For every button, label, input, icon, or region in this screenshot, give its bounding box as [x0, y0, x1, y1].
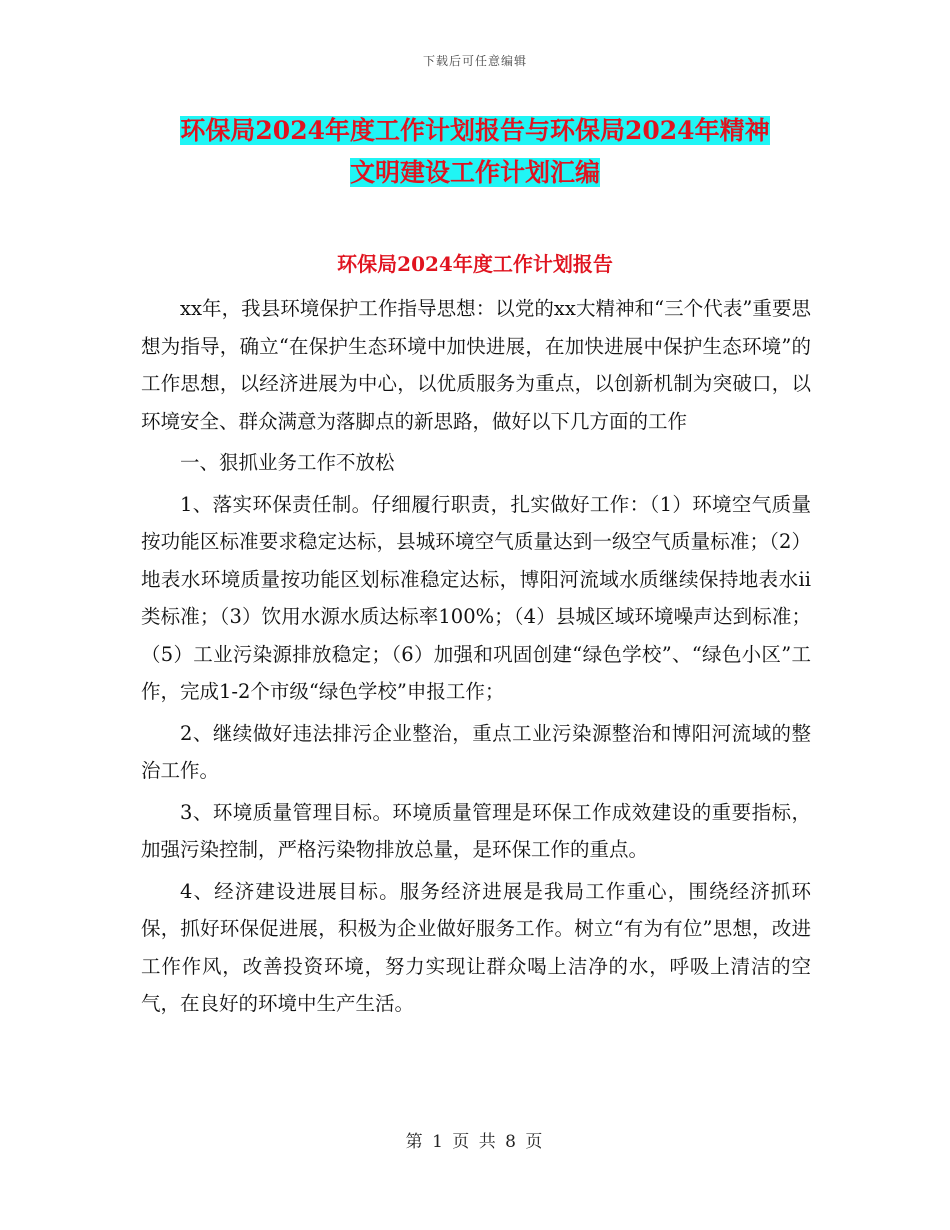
- section-title: 环保局2024年度工作计划报告: [337, 252, 613, 276]
- paragraph: 3、环境质量管理目标。环境质量管理是环保工作成效建设的重要指标，加强污染控制，严格污染物排放总量，是环保工作的重点。: [141, 800, 811, 861]
- paragraph: 4、经济建设进展目标。服务经济进展是我局工作重心，围绕经济抓环保，抓好环保促进展，积极为企业做好服务工作。树立“有为有位”思想，改进工作作风，改善投资环境，努力实现让群众喝上洁净的水，呼吸上清洁的空气，在良好的环境中生产生活。: [141, 879, 811, 1015]
- document-title: [140, 110, 810, 194]
- document-title-line-1: 环保局2024年度工作计划报告与环保局2024年精神: [180, 116, 770, 145]
- paragraph: 一、狠抓业务工作不放松: [180, 451, 395, 474]
- page-footer: 第 1 页 共 8 页: [405, 1132, 545, 1152]
- paragraph: 2、继续做好违法排污企业整治，重点工业污染源整治和博阳河流域的整治工作。: [141, 721, 811, 782]
- paragraph: xx年，我县环境保护工作指导思想：以党的xx大精神和“三个代表”重要思想为指导，确立“在保护生态环境中加快进展，在加快进展中保护生态环境”的工作思想，以经济进展为中心，以优质服务为重点，以创新机制为突破口，以环境安全、群众满意为落脚点的新思路，做好以下几方面的工作: [141, 297, 811, 433]
- document-title-line-2: 文明建设工作计划汇编: [349, 158, 600, 187]
- paragraph: 1、落实环保责任制。仔细履行职责，扎实做好工作：（1）环境空气质量按功能区标准要求稳定达标，县城环境空气质量达到一级空气质量标准；（2）地表水环境质量按功能区划标准稳定达标，博阳河流域水质继续保持地表水ii类标准；（3）饮用水源水质达标率100%；（4）县城区域环境噪声达到标准；（5）工业污染源排放稳定；（6）加强和巩固创建“绿色学校”、“绿色小区”工作，完成1-2个市级“绿色学校”申报工作；: [141, 492, 811, 703]
- document-body: [141, 290, 811, 1027]
- header-note: 下载后可任意编辑: [422, 54, 527, 68]
